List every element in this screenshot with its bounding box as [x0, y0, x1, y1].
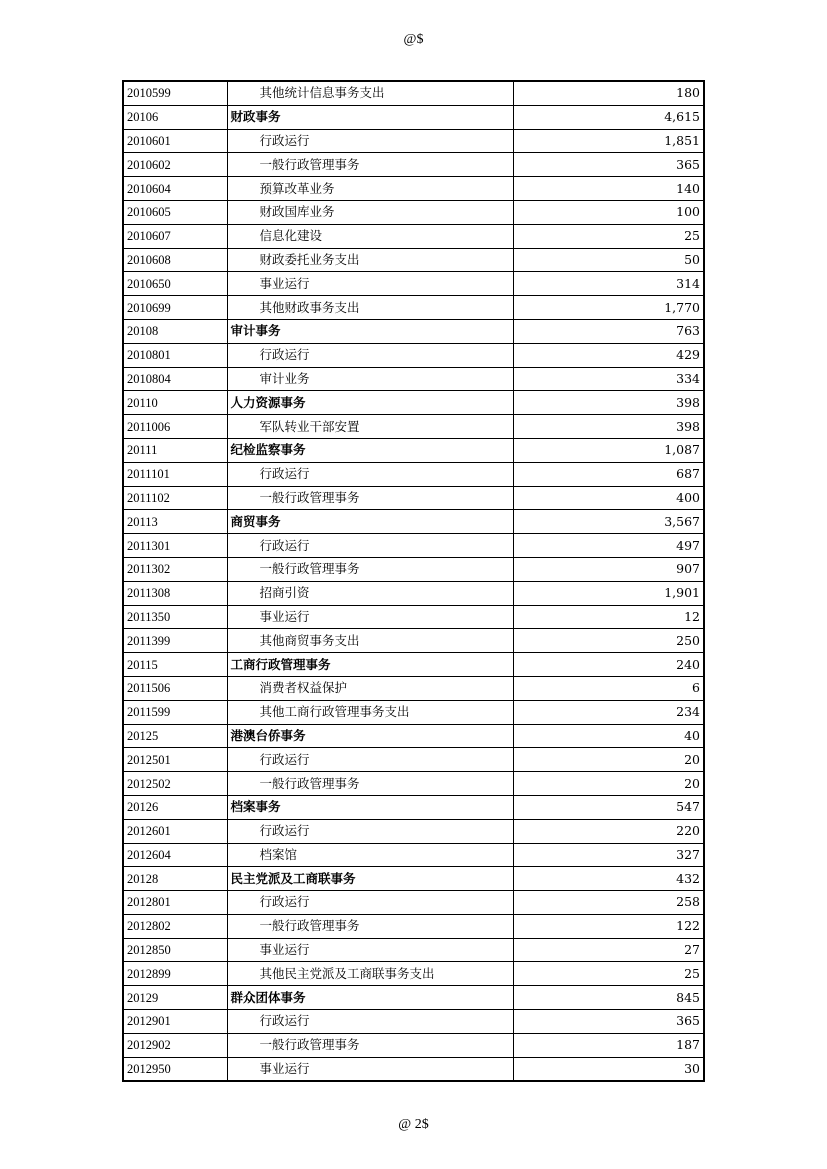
subject-code-cell: 2010607	[123, 224, 227, 248]
amount-cell: 27	[513, 938, 704, 962]
amount-cell: 907	[513, 557, 704, 581]
subject-code-cell: 2010599	[123, 81, 227, 105]
table-row	[123, 486, 704, 510]
amount-cell: 20	[513, 748, 704, 772]
subject-name-cell: 行政运行	[227, 1010, 513, 1034]
subject-code-cell: 2011599	[123, 700, 227, 724]
subject-name-cell: 行政运行	[227, 462, 513, 486]
subject-code-cell: 20128	[123, 867, 227, 891]
amount-cell: 30	[513, 1057, 704, 1081]
subject-code-cell: 20106	[123, 105, 227, 129]
subject-name-cell: 一般行政管理事务	[227, 914, 513, 938]
subject-name-cell: 一般行政管理事务	[227, 486, 513, 510]
subject-code-cell: 2010608	[123, 248, 227, 272]
subject-code-cell: 2011301	[123, 534, 227, 558]
table-row	[123, 914, 704, 938]
subject-name-cell: 信息化建设	[227, 224, 513, 248]
amount-cell: 25	[513, 962, 704, 986]
subject-name-cell: 行政运行	[227, 748, 513, 772]
amount-cell: 432	[513, 867, 704, 891]
table-row	[123, 700, 704, 724]
subject-code-cell: 2010602	[123, 153, 227, 177]
subject-name-cell: 审计业务	[227, 367, 513, 391]
subject-name-cell: 档案事务	[227, 795, 513, 819]
amount-cell: 398	[513, 391, 704, 415]
table-row	[123, 819, 704, 843]
amount-cell: 240	[513, 653, 704, 677]
subject-name-cell: 人力资源事务	[227, 391, 513, 415]
subject-name-cell: 财政国库业务	[227, 200, 513, 224]
table-row-category	[123, 986, 704, 1010]
subject-code-cell: 2011101	[123, 462, 227, 486]
subject-name-cell: 审计事务	[227, 319, 513, 343]
subject-code-cell: 2012801	[123, 891, 227, 915]
amount-cell: 497	[513, 534, 704, 558]
subject-code-cell: 2012901	[123, 1010, 227, 1034]
table-row-category	[123, 391, 704, 415]
table-row	[123, 605, 704, 629]
table-row	[123, 962, 704, 986]
subject-name-cell: 事业运行	[227, 272, 513, 296]
table-row	[123, 843, 704, 867]
table-row	[123, 462, 704, 486]
table-row	[123, 129, 704, 153]
table-row-category	[123, 510, 704, 534]
table-row	[123, 153, 704, 177]
amount-cell: 334	[513, 367, 704, 391]
subject-code-cell: 20113	[123, 510, 227, 534]
table-row	[123, 891, 704, 915]
subject-code-cell: 2012601	[123, 819, 227, 843]
table-row-category	[123, 438, 704, 462]
amount-cell: 250	[513, 629, 704, 653]
amount-cell: 122	[513, 914, 704, 938]
subject-code-cell: 2012950	[123, 1057, 227, 1081]
subject-name-cell: 一般行政管理事务	[227, 772, 513, 796]
subject-name-cell: 行政运行	[227, 343, 513, 367]
subject-name-cell: 民主党派及工商联事务	[227, 867, 513, 891]
subject-code-cell: 2012850	[123, 938, 227, 962]
amount-cell: 687	[513, 462, 704, 486]
subject-code-cell: 20125	[123, 724, 227, 748]
amount-cell: 429	[513, 343, 704, 367]
subject-code-cell: 20126	[123, 795, 227, 819]
table-row	[123, 296, 704, 320]
budget-table	[122, 80, 705, 1082]
amount-cell: 365	[513, 1010, 704, 1034]
table-row	[123, 272, 704, 296]
subject-code-cell: 2010605	[123, 200, 227, 224]
subject-name-cell: 一般行政管理事务	[227, 1033, 513, 1057]
amount-cell: 314	[513, 272, 704, 296]
amount-cell: 4,615	[513, 105, 704, 129]
subject-name-cell: 行政运行	[227, 534, 513, 558]
amount-cell: 25	[513, 224, 704, 248]
amount-cell: 187	[513, 1033, 704, 1057]
subject-code-cell: 2012802	[123, 914, 227, 938]
subject-name-cell: 财政委托业务支出	[227, 248, 513, 272]
table-row	[123, 938, 704, 962]
subject-name-cell: 商贸事务	[227, 510, 513, 534]
table-row	[123, 200, 704, 224]
table-row-category	[123, 795, 704, 819]
subject-name-cell: 招商引资	[227, 581, 513, 605]
subject-code-cell: 2012501	[123, 748, 227, 772]
subject-code-cell: 2012604	[123, 843, 227, 867]
subject-code-cell: 2011350	[123, 605, 227, 629]
subject-code-cell: 2010699	[123, 296, 227, 320]
subject-name-cell: 军队转业干部安置	[227, 415, 513, 439]
subject-name-cell: 群众团体事务	[227, 986, 513, 1010]
amount-cell: 1,851	[513, 129, 704, 153]
table-row	[123, 177, 704, 201]
subject-code-cell: 20110	[123, 391, 227, 415]
amount-cell: 365	[513, 153, 704, 177]
subject-name-cell: 工商行政管理事务	[227, 653, 513, 677]
subject-name-cell: 港澳台侨事务	[227, 724, 513, 748]
subject-code-cell: 2012502	[123, 772, 227, 796]
amount-cell: 100	[513, 200, 704, 224]
subject-code-cell: 2011308	[123, 581, 227, 605]
table-row	[123, 367, 704, 391]
subject-code-cell: 2010601	[123, 129, 227, 153]
table-row	[123, 415, 704, 439]
subject-name-cell: 纪检监察事务	[227, 438, 513, 462]
subject-code-cell: 20108	[123, 319, 227, 343]
subject-name-cell: 事业运行	[227, 938, 513, 962]
subject-name-cell: 预算改革业务	[227, 177, 513, 201]
subject-code-cell: 2011102	[123, 486, 227, 510]
table-row-category	[123, 105, 704, 129]
budget-table-body	[123, 81, 704, 1081]
amount-cell: 140	[513, 177, 704, 201]
subject-name-cell: 财政事务	[227, 105, 513, 129]
table-row	[123, 81, 704, 105]
table-row-category	[123, 653, 704, 677]
table-row	[123, 772, 704, 796]
table-row	[123, 1057, 704, 1081]
amount-cell: 12	[513, 605, 704, 629]
table-row-category	[123, 867, 704, 891]
table-row	[123, 557, 704, 581]
table-row	[123, 676, 704, 700]
subject-code-cell: 2010650	[123, 272, 227, 296]
amount-cell: 1,087	[513, 438, 704, 462]
subject-code-cell: 2011399	[123, 629, 227, 653]
subject-code-cell: 2012899	[123, 962, 227, 986]
subject-code-cell: 2010801	[123, 343, 227, 367]
amount-cell: 234	[513, 700, 704, 724]
table-row	[123, 748, 704, 772]
amount-cell: 6	[513, 676, 704, 700]
amount-cell: 398	[513, 415, 704, 439]
subject-name-cell: 档案馆	[227, 843, 513, 867]
amount-cell: 400	[513, 486, 704, 510]
amount-cell: 3,567	[513, 510, 704, 534]
subject-name-cell: 其他财政事务支出	[227, 296, 513, 320]
table-row	[123, 1010, 704, 1034]
subject-code-cell: 2012902	[123, 1033, 227, 1057]
subject-code-cell: 2011006	[123, 415, 227, 439]
subject-name-cell: 事业运行	[227, 605, 513, 629]
table-row	[123, 343, 704, 367]
table-row-category	[123, 319, 704, 343]
subject-name-cell: 其他民主党派及工商联事务支出	[227, 962, 513, 986]
subject-code-cell: 2011506	[123, 676, 227, 700]
amount-cell: 180	[513, 81, 704, 105]
amount-cell: 1,901	[513, 581, 704, 605]
subject-name-cell: 一般行政管理事务	[227, 557, 513, 581]
subject-name-cell: 行政运行	[227, 819, 513, 843]
subject-code-cell: 2011302	[123, 557, 227, 581]
subject-code-cell: 2010604	[123, 177, 227, 201]
subject-code-cell: 20111	[123, 438, 227, 462]
subject-name-cell: 事业运行	[227, 1057, 513, 1081]
subject-name-cell: 其他工商行政管理事务支出	[227, 700, 513, 724]
amount-cell: 547	[513, 795, 704, 819]
amount-cell: 763	[513, 319, 704, 343]
amount-cell: 327	[513, 843, 704, 867]
subject-name-cell: 一般行政管理事务	[227, 153, 513, 177]
amount-cell: 845	[513, 986, 704, 1010]
subject-code-cell: 20129	[123, 986, 227, 1010]
amount-cell: 258	[513, 891, 704, 915]
amount-cell: 20	[513, 772, 704, 796]
page-header: @$	[403, 32, 424, 47]
table-row	[123, 1033, 704, 1057]
table-row-category	[123, 724, 704, 748]
amount-cell: 40	[513, 724, 704, 748]
page-footer: @ 2$	[398, 1117, 429, 1132]
subject-name-cell: 行政运行	[227, 129, 513, 153]
table-row	[123, 248, 704, 272]
subject-code-cell: 2010804	[123, 367, 227, 391]
subject-name-cell: 其他商贸事务支出	[227, 629, 513, 653]
amount-cell: 1,770	[513, 296, 704, 320]
subject-name-cell: 其他统计信息事务支出	[227, 81, 513, 105]
amount-cell: 50	[513, 248, 704, 272]
table-row	[123, 224, 704, 248]
subject-name-cell: 行政运行	[227, 891, 513, 915]
table-row	[123, 629, 704, 653]
amount-cell: 220	[513, 819, 704, 843]
subject-name-cell: 消费者权益保护	[227, 676, 513, 700]
subject-code-cell: 20115	[123, 653, 227, 677]
table-row	[123, 534, 704, 558]
table-row	[123, 581, 704, 605]
